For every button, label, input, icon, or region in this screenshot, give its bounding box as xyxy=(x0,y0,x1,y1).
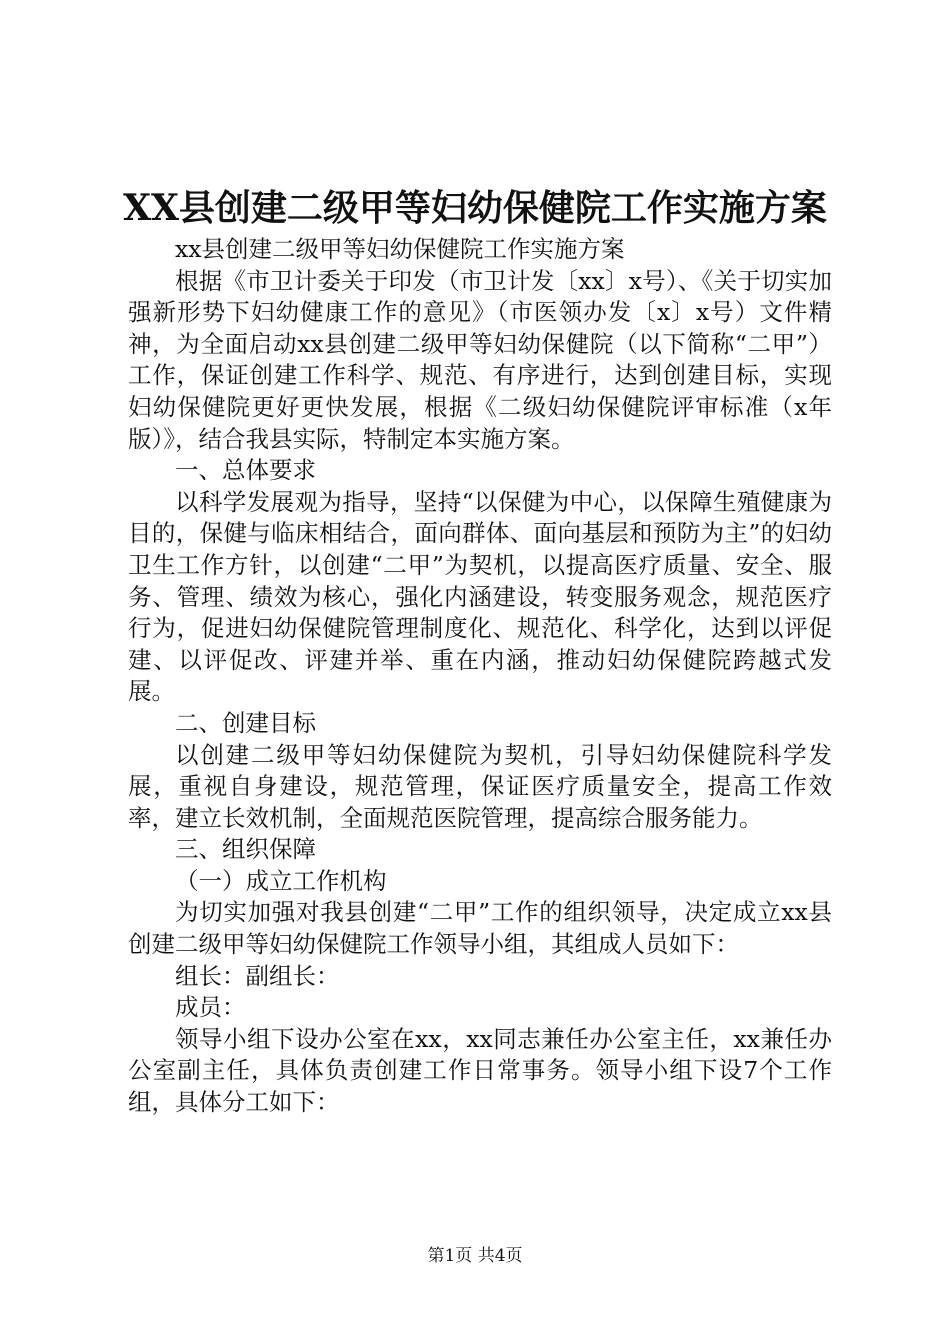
paragraph-members: 成员： xyxy=(175,993,246,1022)
page-number: 第1页 共4页 xyxy=(427,1246,523,1266)
paragraph-subtitle: xx县创建二级甲等妇幼保健院工作实施方案 xyxy=(175,235,625,263)
document-body xyxy=(128,234,832,1119)
section-heading-organization: 三、组织保障 xyxy=(175,835,316,864)
document-title: XX县创建二级甲等妇幼保健院工作实施方案 xyxy=(123,187,827,229)
paragraph-office: 领导小组下设办公室在xx，xx同志兼任办公室主任，xx兼任办公室副主任，具体负责创建工作日常事务。领导小组下设7个工作组，具体分工如下： xyxy=(128,1024,832,1117)
paragraph-goals: 以创建二级甲等妇幼保健院为契机，引导妇幼保健院科学发展，重视自身建设，规范管理，保证医疗质量安全，提高工作效率，建立长效机制，全面规范医院管理，提高综合服务能力。 xyxy=(128,740,832,832)
paragraph-general-requirements: 以科学发展观为指导，坚持“以保健为中心，以保障生殖健康为目的，保健与临床相结合，面向群体、面向基层和预防为主”的妇幼卫生工作方针，以创建“二甲”为契机，以提高医疗质量、安全、服务、管理、绩效为核心，强化内涵建设，转变服务观念，规范医疗行为，促进妇幼保健院管理制度化、规范化、科学化，达到以评促建、以评促改、评建并举、重在内涵，推动妇幼保健院跨越式发展。 xyxy=(128,487,832,706)
paragraph-intro: 根据《市卫计委关于印发（市卫计发〔xx〕x号）、《关于切实加强新形势下妇幼健康工作的意见》（市医领办发〔x〕x号）文件精神，为全面启动xx县创建二级甲等妇幼保健院（以下简称“二甲”）工作，保证创建工作科学、规范、有序进行，达到创建目标，实现妇幼保健院更好更快发展，根据《二级妇幼保健院评审标准（x年版）》，结合我县实际，特制定本实施方案。 xyxy=(128,266,832,453)
subsection-heading-working-body: （一）成立工作机构 xyxy=(175,866,387,895)
paragraph-leaders: 组长：副组长： xyxy=(175,961,340,990)
section-heading-general-requirements: 一、总体要求 xyxy=(175,456,316,485)
paragraph-leading-group: 为切实加强对我县创建“二甲”工作的组织领导，决定成立xx县创建二级甲等妇幼保健院工作领导小组，其组成人员如下： xyxy=(128,898,832,959)
section-heading-goals: 二、创建目标 xyxy=(175,708,316,737)
